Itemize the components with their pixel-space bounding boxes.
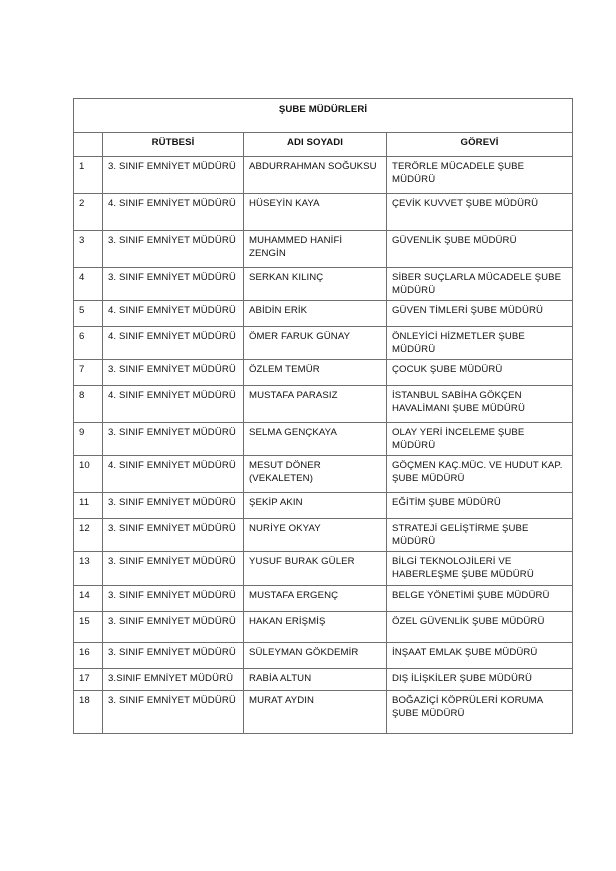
table-row xyxy=(74,643,573,669)
row-number: 15 xyxy=(74,612,103,643)
row-number: 11 xyxy=(74,493,103,519)
row-duty: EĞİTİM ŞUBE MÜDÜRÜ xyxy=(387,493,573,519)
row-rank: 3. SINIF EMNİYET MÜDÜRÜ xyxy=(103,586,244,612)
table-header-row xyxy=(74,133,573,157)
row-duty: İSTANBUL SABİHA GÖKÇEN HAVALİMANI ŞUBE MÜDÜRÜ xyxy=(387,386,573,423)
row-number: 18 xyxy=(74,691,103,734)
row-duty: STRATEJİ GELİŞTİRME ŞUBE MÜDÜRÜ xyxy=(387,519,573,552)
row-duty: OLAY YERİ İNCELEME ŞUBE MÜDÜRÜ xyxy=(387,423,573,456)
table-title-row xyxy=(74,99,573,133)
table-row xyxy=(74,586,573,612)
row-name: HAKAN ERİŞMİŞ xyxy=(244,612,387,643)
row-rank: 3. SINIF EMNİYET MÜDÜRÜ xyxy=(103,612,244,643)
table-row xyxy=(74,360,573,386)
row-name: RABİA ALTUN xyxy=(244,669,387,691)
row-rank: 4. SINIF EMNİYET MÜDÜRÜ xyxy=(103,456,244,493)
row-rank: 3. SINIF EMNİYET MÜDÜRÜ xyxy=(103,519,244,552)
row-name: SERKAN KILINÇ xyxy=(244,268,387,301)
row-duty: SİBER SUÇLARLA MÜCADELE ŞUBE MÜDÜRÜ xyxy=(387,268,573,301)
row-number: 12 xyxy=(74,519,103,552)
row-rank: 3. SINIF EMNİYET MÜDÜRÜ xyxy=(103,268,244,301)
row-name: MUSTAFA ERGENÇ xyxy=(244,586,387,612)
row-duty: DIŞ İLİŞKİLER ŞUBE MÜDÜRÜ xyxy=(387,669,573,691)
row-rank: 3. SINIF EMNİYET MÜDÜRÜ xyxy=(103,691,244,734)
row-rank: 3. SINIF EMNİYET MÜDÜRÜ xyxy=(103,423,244,456)
row-number: 16 xyxy=(74,643,103,669)
row-duty: BİLGİ TEKNOLOJİLERİ VE HABERLEŞME ŞUBE MÜDÜRÜ xyxy=(387,552,573,586)
row-name: MUHAMMED HANİFİ ZENGİN xyxy=(244,231,387,268)
table-row xyxy=(74,456,573,493)
table-row xyxy=(74,268,573,301)
row-number: 3 xyxy=(74,231,103,268)
header-rank: RÜTBESİ xyxy=(103,133,244,157)
row-duty: GÜVENLİK ŞUBE MÜDÜRÜ xyxy=(387,231,573,268)
row-name: YUSUF BURAK GÜLER xyxy=(244,552,387,586)
row-duty: GÖÇMEN KAÇ.MÜC. VE HUDUT KAP. ŞUBE MÜDÜRÜ xyxy=(387,456,573,493)
row-number: 7 xyxy=(74,360,103,386)
row-duty: BELGE YÖNETİMİ ŞUBE MÜDÜRÜ xyxy=(387,586,573,612)
table-row xyxy=(74,691,573,734)
row-name: MESUT DÖNER (VEKALETEN) xyxy=(244,456,387,493)
table-row xyxy=(74,386,573,423)
row-duty: ÖNLEYİCİ HİZMETLER ŞUBE MÜDÜRÜ xyxy=(387,327,573,360)
row-duty: ÇOCUK ŞUBE MÜDÜRÜ xyxy=(387,360,573,386)
row-rank: 3. SINIF EMNİYET MÜDÜRÜ xyxy=(103,493,244,519)
row-number: 14 xyxy=(74,586,103,612)
row-name: ÖZLEM TEMÜR xyxy=(244,360,387,386)
table-row xyxy=(74,519,573,552)
table-row xyxy=(74,669,573,691)
row-name: ABİDİN ERİK xyxy=(244,301,387,327)
row-rank: 3. SINIF EMNİYET MÜDÜRÜ xyxy=(103,157,244,194)
row-rank: 3. SINIF EMNİYET MÜDÜRÜ xyxy=(103,360,244,386)
row-name: NURİYE OKYAY xyxy=(244,519,387,552)
branch-directors-table xyxy=(73,98,573,734)
row-name: ABDURRAHMAN SOĞUKSU xyxy=(244,157,387,194)
table-row xyxy=(74,194,573,231)
row-duty: TERÖRLE MÜCADELE ŞUBE MÜDÜRÜ xyxy=(387,157,573,194)
row-duty: ÖZEL GÜVENLİK ŞUBE MÜDÜRÜ xyxy=(387,612,573,643)
row-number: 5 xyxy=(74,301,103,327)
row-number: 10 xyxy=(74,456,103,493)
row-rank: 3.SINIF EMNİYET MÜDÜRÜ xyxy=(103,669,244,691)
row-rank: 3. SINIF EMNİYET MÜDÜRÜ xyxy=(103,231,244,268)
row-duty: ÇEVİK KUVVET ŞUBE MÜDÜRÜ xyxy=(387,194,573,231)
header-duty: GÖREVİ xyxy=(387,133,573,157)
row-name: SÜLEYMAN GÖKDEMİR xyxy=(244,643,387,669)
table-row xyxy=(74,301,573,327)
table-row xyxy=(74,327,573,360)
table-row xyxy=(74,157,573,194)
row-number: 2 xyxy=(74,194,103,231)
row-rank: 4. SINIF EMNİYET MÜDÜRÜ xyxy=(103,386,244,423)
row-name: ÖMER FARUK GÜNAY xyxy=(244,327,387,360)
row-number: 6 xyxy=(74,327,103,360)
table-row xyxy=(74,552,573,586)
row-rank: 4. SINIF EMNİYET MÜDÜRÜ xyxy=(103,194,244,231)
row-name: SELMA GENÇKAYA xyxy=(244,423,387,456)
row-rank: 3. SINIF EMNİYET MÜDÜRÜ xyxy=(103,552,244,586)
row-name: HÜSEYİN KAYA xyxy=(244,194,387,231)
row-number: 1 xyxy=(74,157,103,194)
row-duty: GÜVEN TİMLERİ ŞUBE MÜDÜRÜ xyxy=(387,301,573,327)
row-duty: BOĞAZİÇİ KÖPRÜLERİ KORUMA ŞUBE MÜDÜRÜ xyxy=(387,691,573,734)
row-number: 13 xyxy=(74,552,103,586)
row-name: MUSTAFA PARASIZ xyxy=(244,386,387,423)
header-no xyxy=(74,133,103,157)
row-name: ŞEKİP AKIN xyxy=(244,493,387,519)
row-rank: 4. SINIF EMNİYET MÜDÜRÜ xyxy=(103,327,244,360)
table-row xyxy=(74,612,573,643)
row-number: 8 xyxy=(74,386,103,423)
table-title: ŞUBE MÜDÜRLERİ xyxy=(74,99,573,133)
row-rank: 3. SINIF EMNİYET MÜDÜRÜ xyxy=(103,643,244,669)
header-name: ADI SOYADI xyxy=(244,133,387,157)
row-duty: İNŞAAT EMLAK ŞUBE MÜDÜRÜ xyxy=(387,643,573,669)
row-number: 4 xyxy=(74,268,103,301)
table-row xyxy=(74,493,573,519)
row-name: MURAT AYDIN xyxy=(244,691,387,734)
row-number: 17 xyxy=(74,669,103,691)
row-number: 9 xyxy=(74,423,103,456)
table-row xyxy=(74,423,573,456)
table-row xyxy=(74,231,573,268)
row-rank: 4. SINIF EMNİYET MÜDÜRÜ xyxy=(103,301,244,327)
